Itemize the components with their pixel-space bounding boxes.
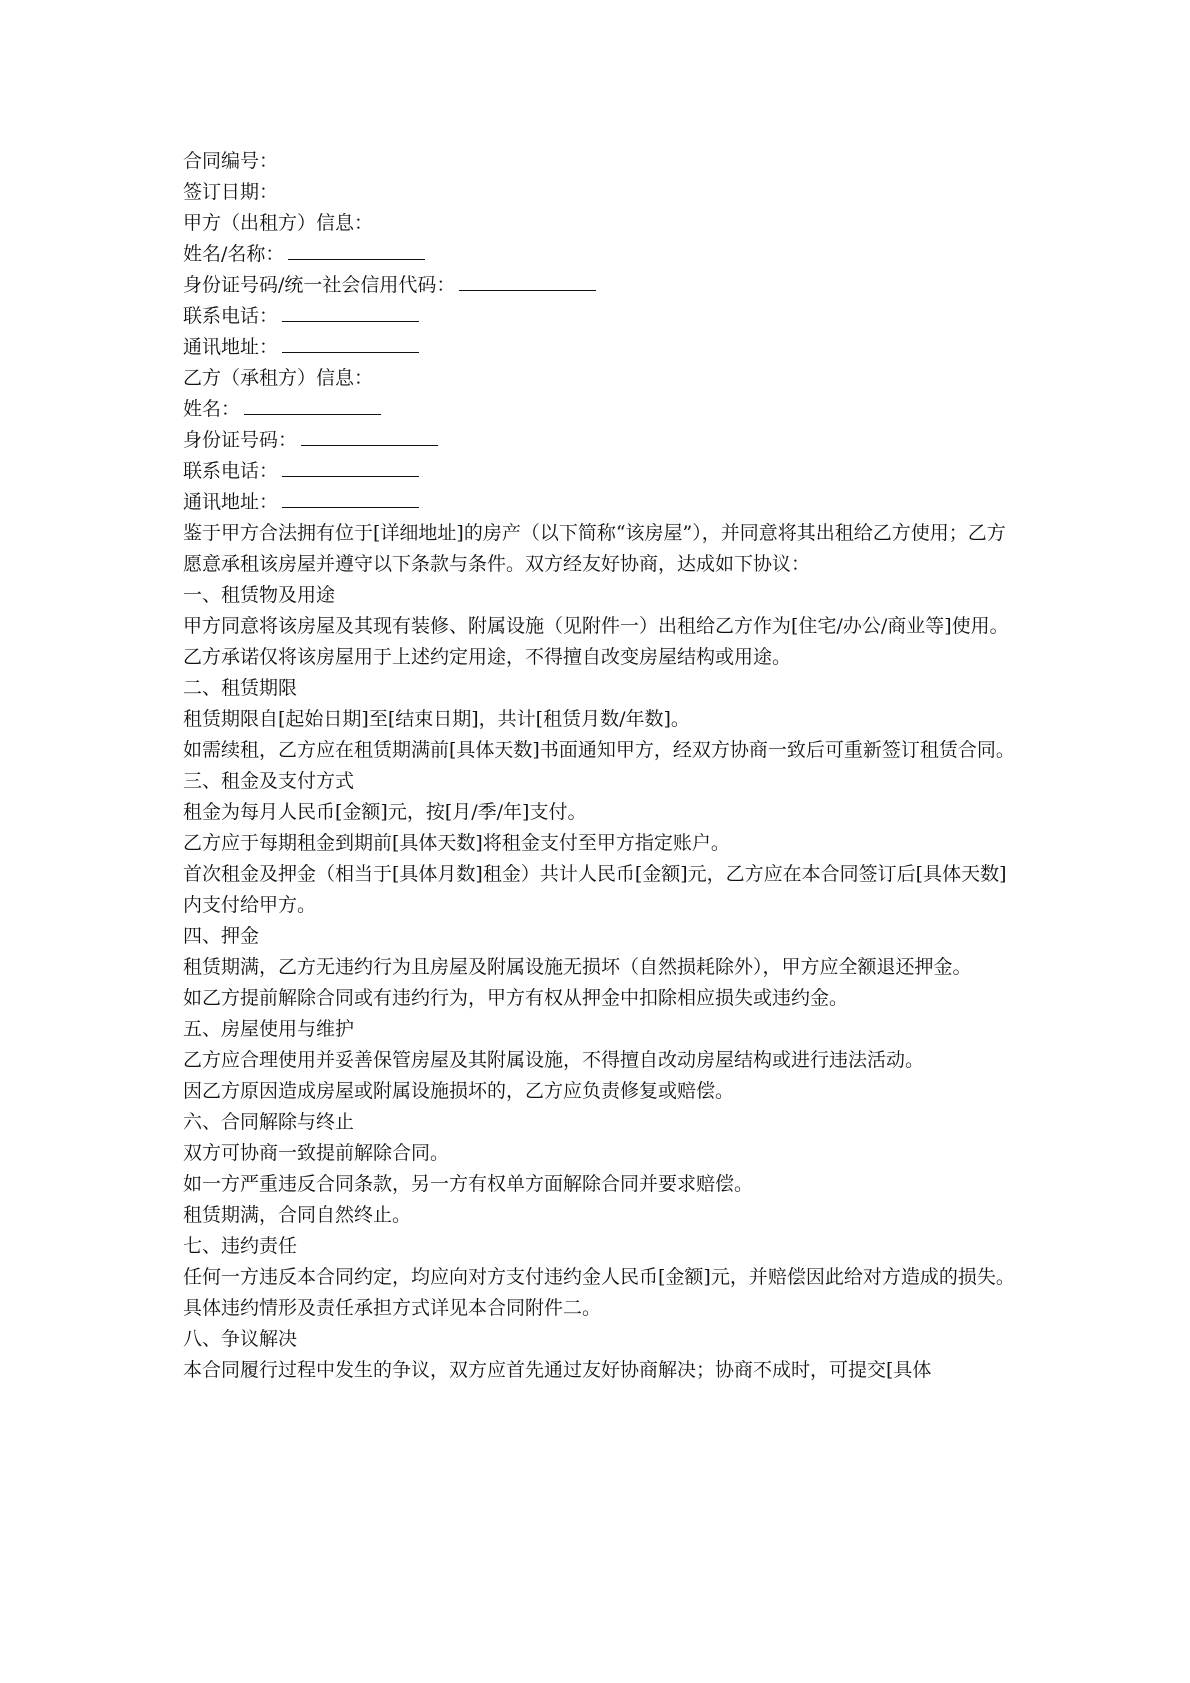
- party-a-name-row: [183, 239, 1018, 270]
- section-1-heading: 一、租赁物及用途: [183, 584, 336, 606]
- section-2-paragraph-1: 租赁期限自[起始日期]至[结束日期]，共计[租赁月数/年数]。: [183, 708, 690, 730]
- section-6-paragraph-1: 双方可协商一致提前解除合同。: [183, 1142, 450, 1164]
- section-6-paragraph-3: 租赁期满，合同自然终止。: [183, 1204, 412, 1226]
- section-6-heading: 六、合同解除与终止: [183, 1111, 355, 1133]
- party-a-id-blank: [459, 270, 596, 291]
- section-6-paragraph-2: 如一方严重违反合同条款，另一方有权单方面解除合同并要求赔偿。: [183, 1173, 754, 1195]
- party-b-address-blank: [282, 487, 419, 508]
- preamble-paragraph: 鉴于甲方合法拥有位于[详细地址]的房产（以下简称“该房屋”），并同意将其出租给乙方使用；乙方愿意承租该房屋并遵守以下条款与条件。双方经友好协商，达成如下协议：: [183, 522, 1006, 575]
- party-b-address-label: 通讯地址：: [183, 491, 279, 513]
- party-b-id-blank: [301, 425, 438, 446]
- party-a-address-blank: [282, 332, 419, 353]
- party-b-name-blank: [244, 394, 381, 415]
- section-8-heading: 八、争议解决: [183, 1328, 298, 1350]
- party-a-address-label: 通讯地址：: [183, 336, 279, 358]
- section-3-heading: 三、租金及支付方式: [183, 770, 355, 792]
- section-7-paragraph-1: 任何一方违反本合同约定，均应向对方支付违约金人民币[金额]元，并赔偿因此给对方造成的损失。: [183, 1266, 1015, 1288]
- party-a-phone-row: [183, 301, 1018, 332]
- section-4-paragraph-1: 租赁期满，乙方无违约行为且房屋及附属设施无损坏（自然损耗除外），甲方应全额退还押金。: [183, 956, 972, 978]
- party-b-title: 乙方（承租方）信息：: [183, 367, 374, 389]
- section-1-paragraph-2: 乙方承诺仅将该房屋用于上述约定用途，不得擅自改变房屋结构或用途。: [183, 646, 792, 668]
- party-a-title: 甲方（出租方）信息：: [183, 212, 374, 234]
- section-2-heading: 二、租赁期限: [183, 677, 298, 699]
- party-b-address-row: [183, 487, 1018, 518]
- section-1-paragraph-1: 甲方同意将该房屋及其现有装修、附属设施（见附件一）出租给乙方作为[住宅/办公/商业等]使用。: [183, 615, 1009, 637]
- party-b-id-label: 身份证号码：: [183, 429, 298, 451]
- party-b-phone-label: 联系电话：: [183, 460, 279, 482]
- section-4-paragraph-2: 如乙方提前解除合同或有违约行为，甲方有权从押金中扣除相应损失或违约金。: [183, 987, 849, 1009]
- section-7-heading: 七、违约责任: [183, 1235, 298, 1257]
- party-a-name-blank: [288, 239, 425, 260]
- party-a-id-label: 身份证号码/统一社会信用代码：: [183, 274, 456, 296]
- party-b-name-row: [183, 394, 1018, 425]
- section-4-heading: 四、押金: [183, 925, 260, 947]
- contract-body: [183, 146, 1018, 1386]
- section-5-paragraph-2: 因乙方原因造成房屋或附属设施损坏的，乙方应负责修复或赔偿。: [183, 1080, 735, 1102]
- section-5-heading: 五、房屋使用与维护: [183, 1018, 355, 1040]
- party-a-id-row: [183, 270, 1018, 301]
- party-b-id-row: [183, 425, 1018, 456]
- section-3-paragraph-3: 首次租金及押金（相当于[具体月数]租金）共计人民币[金额]元，乙方应在本合同签订后[具体天数]内支付给甲方。: [183, 863, 1007, 916]
- contract-number-label: 合同编号：: [183, 150, 279, 172]
- section-7-paragraph-2: 具体违约情形及责任承担方式详见本合同附件二。: [183, 1297, 602, 1319]
- sign-date-label: 签订日期：: [183, 181, 279, 203]
- section-5-paragraph-1: 乙方应合理使用并妥善保管房屋及其附属设施，不得擅自改动房屋结构或进行违法活动。: [183, 1049, 925, 1071]
- party-a-address-row: [183, 332, 1018, 363]
- party-b-name-label: 姓名：: [183, 398, 241, 420]
- party-a-name-label: 姓名/名称：: [183, 243, 285, 265]
- party-b-phone-blank: [282, 456, 419, 477]
- party-a-phone-blank: [282, 301, 419, 322]
- section-3-paragraph-2: 乙方应于每期租金到期前[具体天数]将租金支付至甲方指定账户。: [183, 832, 730, 854]
- party-a-phone-label: 联系电话：: [183, 305, 279, 327]
- party-b-phone-row: [183, 456, 1018, 487]
- section-8-paragraph-1: 本合同履行过程中发生的争议，双方应首先通过友好协商解决；协商不成时，可提交[具体: [183, 1359, 932, 1381]
- section-2-paragraph-2: 如需续租，乙方应在租赁期满前[具体天数]书面通知甲方，经双方协商一致后可重新签订租赁合同。: [183, 739, 1015, 761]
- section-3-paragraph-1: 租金为每月人民币[金额]元，按[月/季/年]支付。: [183, 801, 587, 823]
